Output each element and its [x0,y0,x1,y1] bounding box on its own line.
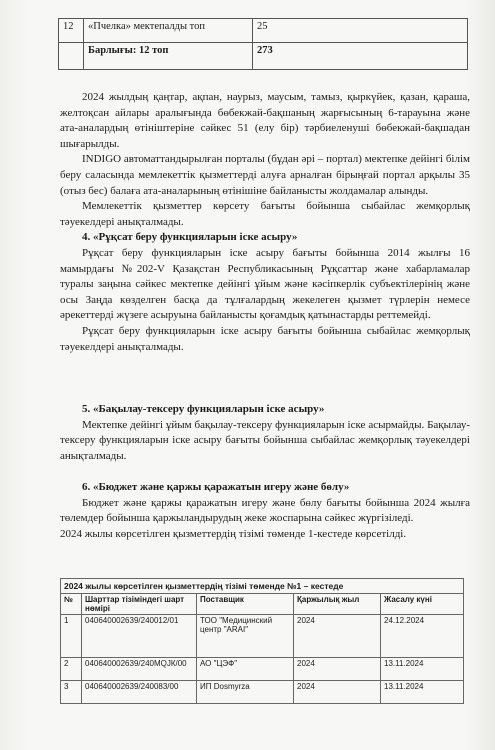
section-heading: 5. «Бақылау-тексеру функцияларын іске асыру» [82,403,325,415]
table-cell: АО "ЦЭФ" [197,658,294,681]
table-cell: ИП Dosmyrza [197,681,294,704]
table-cell: «Пчелка» мектепалды топ [84,19,253,43]
column-header: Шарттар тізіміндегі шарт нөмірі [82,594,197,615]
text-block-2 [60,402,470,464]
services-table [60,578,464,704]
table-row [59,19,468,43]
table-cell: 2024 [294,658,381,681]
table-cell: Барлығы: 12 топ [84,43,253,70]
section-heading: 4. «Рұқсат беру функцияларын іске асыру» [82,231,298,244]
paragraph: 2024 жылы көрсетілген қызметтердің тізімі төменде 1-кестеде көрсетілді. [60,527,407,540]
table-cell: 24.12.2024 [381,615,464,658]
table-cell: 12 [59,19,84,43]
table-cell [59,43,84,70]
table-row [61,658,464,681]
table-cell: 13.11.2024 [381,658,464,681]
paragraph: Мемлекеттік қызметтер көрсету бағыты бойынша сыбайлас жемқорлық тәуекелдері анықталмады. [60,200,470,228]
paragraph: 2024 жылдың қаңтар, ақпан, наурыз, маусым, тамыз, қыркүйек, қазан, қараша, желтоқсан айлары аралығында бөбекжай-бақшаның жарғысының 6-тарауына және ата-аналардың өтініштеріне сәйкес 51 (елу бір) тәрбиеленуші бөбекжай-бақшадан шығарылды. [60,91,470,150]
column-header: Жасалу күні [381,594,464,615]
table-cell: 273 [253,43,468,70]
table-cell: 040640002639/240МQJК/00 [82,658,197,681]
table-row [59,43,468,70]
paragraph: Мектепке дейінгі ұйым бақылау-тексеру функцияларын іске асырмайды. Бақылау-тексеру функцияларын іске асыру бағыты бойынша сыбайлас жемқорлық тәуекелдері анықталмады. [60,418,470,462]
column-header: № [61,594,82,615]
table-caption-row [61,579,464,594]
table-row [61,681,464,704]
table-cell: 040640002639/240012/01 [82,615,197,658]
table-cell: ТОО "Медицинский центр "ARAI" [197,615,294,658]
paragraph: INDIGO автоматтандырылған порталы (бұдан әрі – портал) мектепке дейінгі білім беру саласында мемлекеттік қызметтерді алуға арналған бірыңғай портал арқылы 35 (отыз бес) балаға ата-аналарының өтінішіне байланысты жолдамалар алынды. [60,153,470,197]
paragraph: Бюджет және қаржы қаражатын игеру және бөлу бағыты бойынша 2024 жылға төлемдер бойынша қаржыландырудың жеке жоспарына сәйкес жүргізіледі. [60,496,470,525]
table-cell: 3 [61,681,82,704]
column-header: Қаржылық жыл [294,594,381,615]
text-block-1 [60,90,470,355]
section-heading: 6. «Бюджет және қаржы қаражатын игеру және бөлу» [82,481,350,493]
table-cell: 040640002639/240083/00 [82,681,197,704]
table-cell: 2 [61,658,82,681]
table-cell: 1 [61,615,82,658]
table-cell: 25 [253,19,468,43]
table-cell: 13.11.2024 [381,681,464,704]
table-cell: 2024 [294,615,381,658]
table-header-row [61,594,464,615]
table-cell: 2024 [294,681,381,704]
table-row [61,615,464,658]
text-block-3 [60,480,470,542]
column-header: Поставщик [197,594,294,615]
paragraph: Рұқсат беру функцияларын іске асыру бағыты бойынша 2014 жылғы 16 мамырдағы №202-V Қазақстан Республикасының Рұқсаттар және хабарламалар туралы заңына сәйкес мектепке дейінгі ұйым және кәсіпкерлік субъектілерінің және осы Заңда көзделген басқа да тұлғалардың жекелеген қызмет түрлерін немесе әрекеттерді жүзеге асыруына байланысты қоғамдық қатынастарды реттемейді. [60,246,470,322]
groups-table [58,18,468,70]
table-caption: 2024 жылы көрсетілген қызметтердің тізімі төменде №1 – кестеде [61,579,464,594]
paragraph: Рұқсат беру функцияларын іске асыру бағыты бойынша сыбайлас жемқорлық тәуекелдері анықталмады. [60,324,470,353]
